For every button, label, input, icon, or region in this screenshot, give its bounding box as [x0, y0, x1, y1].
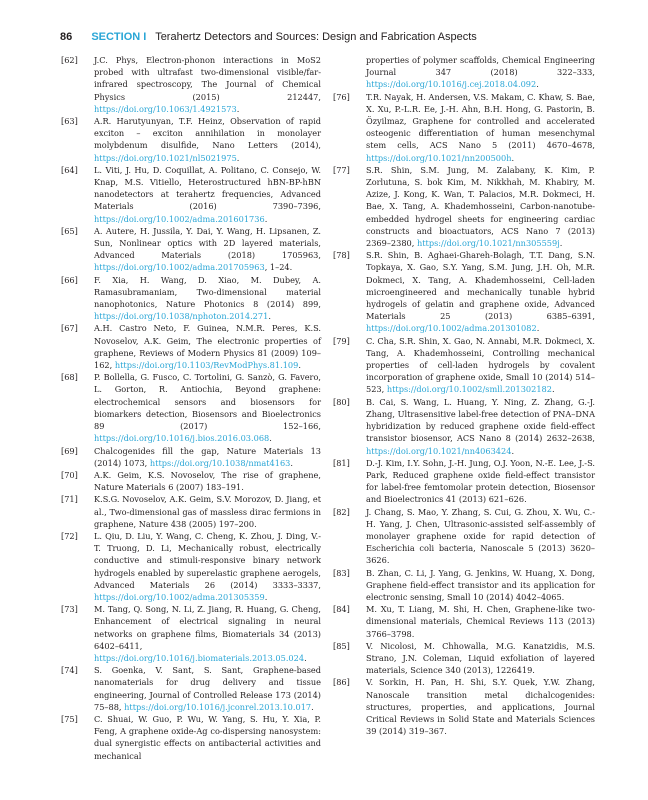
reference-item	[61, 164, 321, 225]
reference-text: B. Zhan, C. Li, J. Yang, G. Jenkins, W. Huang, X. Dong, Graphene field-effect transistor and its application for electronic sensing, Small 10 (2014) 4042–4065.	[366, 567, 595, 602]
reference-number: [69]	[61, 445, 78, 456]
reference-item	[61, 530, 321, 603]
reference-text: V. Nicolosi, M. Chhowalla, M.G. Kanatzidis, M.S. Strano, J.N. Coleman, Liquid exfoliation of layered materials, Science 340 (2013), 1226419.	[366, 640, 595, 676]
reference-tail: .	[268, 311, 271, 322]
reference-number: [74]	[61, 665, 78, 676]
reference-item	[61, 225, 321, 274]
reference-text: L. Viti, J. Hu, D. Coquillat, A. Politano, C. Consejo, W. Knap, M.S. Vitiello, Heterostructured hBN-BP-hBN nanodetectors at terahertz frequencies, Advanced Materials (2016) 7390–7396,	[94, 164, 321, 212]
doi-link[interactable]: https://doi.org/10.1002/adma.201705963	[94, 262, 265, 273]
section-label: SECTION I	[91, 31, 147, 43]
reference-number: [66]	[61, 274, 78, 285]
reference-tail: .	[290, 457, 293, 468]
reference-item	[333, 396, 595, 457]
reference-text: F. Xia, H. Wang, D. Xiao, M. Dubey, A. Ramasubramaniam, Two-dimensional material nanophotonics, Nature Photonics 8 (2014) 899,	[94, 274, 321, 310]
doi-link[interactable]: https://doi.org/10.1016/j.cej.2018.04.092	[366, 79, 537, 90]
reference-number: [64]	[61, 164, 78, 175]
doi-link[interactable]: https://doi.org/10.1021/nl5021975	[94, 152, 237, 163]
reference-text: C. Cha, S.R. Shin, X. Gao, N. Annabi, M.R. Dokmeci, X. Tang, A. Khademhosseini, Controlling mechanical properties of cell-laden hydrogels by covalent incorporation of graphene oxide, Small 10 (2014) 514–523,	[366, 335, 595, 395]
reference-text: V. Sorkin, H. Pan, H. Shi, S.Y. Quek, Y.W. Zhang, Nanoscale transition metal dichalcogenides: structures, properties, and applications, Journal Critical Reviews in Solid State and Materials Sciences 39 (2014) 319–367.	[366, 677, 595, 737]
reference-text: A.K. Geim, K.S. Novoselov, The rise of graphene, Nature Materials 6 (2007) 183–191.	[94, 469, 321, 493]
reference-item	[61, 469, 321, 493]
reference-text: properties of polymer scaffolds, Chemical Engineering Journal 347 (2018) 322–333,	[366, 55, 595, 78]
reference-number: [76]	[333, 91, 350, 102]
reference-tail: .	[311, 701, 314, 712]
reference-tail: .	[264, 213, 268, 224]
reference-text: S.R. Shin, B. Aghaei-Ghareh-Bolagh, T.T. Dang, S.N. Topkaya, X. Gao, S.Y. Yang, S.M. Jung, J.H. Oh, M.R. Dokmeci, X. Tang, A. Khademhosseini, Cell-laden microengineered and mechanically tunable hybrid hydrogels of gelatin and graphene oxide, Advanced Materials 25 (2013) 6385–6391,	[366, 250, 595, 322]
reference-number: [83]	[333, 567, 350, 578]
reference-tail: .	[236, 103, 240, 114]
reference-tail: .	[511, 152, 515, 163]
reference-number: [65]	[61, 225, 78, 236]
reference-text: M. Xu, T. Liang, M. Shi, H. Chen, Graphene-like two-dimensional materials, Chemical Reviews 113 (2013) 3766–3798.	[366, 604, 595, 639]
references-left-column	[61, 54, 321, 762]
reference-number: [81]	[333, 457, 350, 468]
reference-item	[61, 274, 321, 323]
reference-item	[333, 567, 595, 604]
reference-text: Chalcogenides fill the gap, Nature Materials 13 (2014) 1073,	[94, 445, 321, 468]
reference-item	[61, 493, 321, 530]
reference-text: A.H. Castro Neto, F. Guinea, N.M.R. Peres, K.S. Novoselov, A.K. Geim, The electronic properties of graphene, Reviews of Modern Physics 81 (2009) 109–162,	[94, 323, 321, 371]
reference-number: [84]	[333, 604, 350, 615]
reference-item	[61, 54, 321, 115]
reference-text: P. Bollella, G. Fusco, C. Tortolini, G. Sanzò, G. Favero, L. Gorton, R. Antiochia, Beyond graphene: electrochemical sensors and biosensors for biomarkers detection, Biosensors and Bioelectronics 89 (2017) 152–166,	[94, 372, 321, 432]
reference-tail: .	[551, 384, 555, 395]
reference-item	[333, 164, 595, 249]
reference-item	[333, 640, 595, 677]
reference-tail: .	[559, 238, 563, 249]
running-header	[60, 30, 608, 44]
reference-number: [71]	[61, 494, 78, 505]
doi-link[interactable]: https://doi.org/10.1016/j.bios.2016.03.068	[94, 433, 270, 444]
references-right-column	[333, 54, 595, 737]
reference-number: [68]	[61, 372, 78, 383]
reference-text: S. Goenka, V. Sant, S. Sant, Graphene-based nanomaterials for drug delivery and tissue engineering, Journal of Controlled Release 173 (2014) 75–88,	[94, 665, 321, 712]
reference-number: [72]	[61, 530, 78, 541]
reference-item	[61, 713, 321, 762]
reference-text: J. Chang, S. Mao, Y. Zhang, S. Cui, G. Zhou, X. Wu, C.-H. Yang, J. Chen, Ultrasonic-assisted self-assembly of monolayer graphene oxide for rapid detection of Escherichia coli bacteria, Nanoscale 5 (2013) 3620–3626.	[366, 506, 595, 566]
reference-item	[61, 445, 321, 469]
book-title: Terahertz Detectors and Sources: Design and Fabrication Aspects	[155, 31, 477, 43]
reference-item	[61, 371, 321, 444]
doi-link[interactable]: https://doi.org/10.1038/nmat4163	[149, 457, 291, 468]
reference-tail: .	[511, 445, 515, 456]
reference-number: [78]	[333, 250, 350, 261]
reference-number: [62]	[61, 55, 78, 65]
doi-link[interactable]: https://doi.org/10.1016/j.biomaterials.2013.05.024	[94, 652, 305, 663]
reference-number: [80]	[333, 396, 350, 407]
doi-link[interactable]: https://doi.org/10.1021/nn200500h	[366, 152, 512, 163]
doi-link[interactable]: https://doi.org/10.1103/RevModPhys.81.109	[114, 360, 299, 371]
reference-tail: .	[264, 591, 268, 602]
reference-tail: .	[269, 433, 272, 444]
reference-item	[61, 664, 321, 713]
reference-tail: .	[536, 79, 539, 90]
reference-tail: .	[304, 652, 307, 663]
doi-link[interactable]: https://doi.org/10.1063/1.4921573	[94, 103, 237, 114]
reference-number: [82]	[333, 506, 350, 517]
doi-link[interactable]: https://doi.org/10.1002/smll.201302182	[386, 384, 552, 395]
reference-number: [85]	[333, 640, 350, 651]
reference-tail: .	[298, 360, 301, 371]
reference-number: [86]	[333, 677, 350, 688]
reference-number: [75]	[61, 713, 78, 724]
page-number: 86	[60, 31, 73, 43]
reference-text: A. Autere, H. Jussila, Y. Dai, Y. Wang, H. Lipsanen, Z. Sun, Nonlinear optics with 2D layered materials, Advanced Materials (2018) 1705963,	[94, 225, 321, 261]
reference-text: C. Shuai, W. Guo, P. Wu, W. Yang, S. Hu, Y. Xia, P. Feng, A graphene oxide-Ag co-dispersing nanosystem: dual synergistic effects on antibacterial activities and mechanical	[94, 713, 321, 761]
reference-number: [67]	[61, 323, 78, 334]
reference-number: [77]	[333, 164, 350, 175]
reference-number: [73]	[61, 604, 78, 615]
reference-item	[333, 676, 595, 737]
reference-number: [70]	[61, 469, 78, 480]
doi-link[interactable]: https://doi.org/10.1021/nn305559j	[416, 238, 560, 249]
reference-number: [79]	[333, 335, 350, 346]
reference-item	[61, 115, 321, 164]
reference-item	[61, 322, 321, 371]
reference-text: B. Cai, S. Wang, L. Huang, Y. Ning, Z. Zhang, G.-J. Zhang, Ultrasensitive label-free detection of PNA–DNA hybridization by reduced graphene oxide field-effect transistor biosensor, ACS Nano 8 (2014) 2632–2638,	[366, 396, 595, 444]
reference-text: M. Tang, Q. Song, N. Li, Z. Jiang, R. Huang, G. Cheng, Enhancement of electrical signaling in neural networks on graphene films, Biomaterials 34 (2013) 6402–6411,	[94, 604, 321, 651]
reference-item	[333, 91, 595, 164]
doi-link[interactable]: https://doi.org/10.1016/j.jconrel.2013.10.017	[124, 701, 312, 712]
doi-link[interactable]: https://doi.org/10.1038/nphoton.2014.271	[94, 311, 269, 322]
doi-link[interactable]: https://doi.org/10.1002/adma.201301082	[366, 323, 537, 334]
reference-text: A.R. Harutyunyan, T.F. Heinz, Observation of rapid exciton – exciton annihilation in monolayer molybdenum disulfide, Nano Letters (2014),	[94, 116, 321, 151]
reference-item	[333, 249, 595, 334]
reference-tail: .	[536, 323, 540, 334]
reference-text: K.S.G. Novoselov, A.K. Geim, S.V. Morozov, D. Jiang, et al., Two-dimensional gas of massless dirac fermions in graphene, Nature 438 (2005) 197–200.	[94, 494, 321, 529]
reference-text: S.R. Shin, S.M. Jung, M. Zalabany, K. Kim, P. Zorlutuna, S. bok Kim, M. Nikkhah, M. Khabiry, M. Azize, J. Kong, K. Wan, T. Palacios, M.R. Dokmeci, H. Bae, X. Tang, A. Khademhosseini, Carbon-nanotube-embedded hydrogel sheets for engineering cardiac constructs and bioactuators, ACS Nano 7 (2013) 2369–2380,	[366, 164, 595, 249]
doi-link[interactable]: https://doi.org/10.1002/adma.201601736	[94, 213, 265, 224]
reference-item	[333, 506, 595, 567]
doi-link[interactable]: https://doi.org/10.1002/adma.201305359	[94, 591, 265, 602]
reference-continuation	[333, 54, 595, 91]
reference-number: [63]	[61, 116, 78, 127]
doi-link[interactable]: https://doi.org/10.1021/nn4063424	[366, 445, 512, 456]
reference-item	[61, 603, 321, 664]
reference-tail: .	[236, 152, 240, 163]
reference-item	[333, 335, 595, 396]
reference-item	[333, 457, 595, 506]
reference-text: D.-J. Kim, I.Y. Sohn, J.-H. Jung, O.J. Yoon, N.-E. Lee, J.-S. Park, Reduced graphene oxide field-effect transistor for label-free femtomolar protein detection, Biosensor and Bioelectronics 41 (2013) 621–626.	[366, 457, 595, 505]
reference-text: L. Qiu, D. Liu, Y. Wang, C. Cheng, K. Zhou, J. Ding, V.-T. Truong, D. Li, Mechanically robust, electrically conductive and stimuli-responsive binary network hydrogels enabled by superelastic graphene aerogels, Advanced Materials 26 (2014) 3333–3337,	[94, 530, 321, 590]
reference-text: J.C. Phys, Electron-phonon interactions in MoS2 probed with ultrafast two-dimensional visible/far-infrared spectroscopy, The Journal of Chemical Physics (2015) 212447,	[94, 55, 321, 102]
reference-tail: , 1–24.	[264, 262, 293, 273]
reference-text: T.R. Nayak, H. Andersen, V.S. Makam, C. Khaw, S. Bae, X. Xu, P.-L.R. Ee, J.-H. Ahn, B.H. Hong, G. Pastorin, B. Özyilmaz, Graphene for controlled and accelerated osteogenic differentiation of human mesenchymal stem cells, ACS Nano 5 (2011) 4670–4678,	[366, 91, 595, 151]
reference-item	[333, 603, 595, 640]
